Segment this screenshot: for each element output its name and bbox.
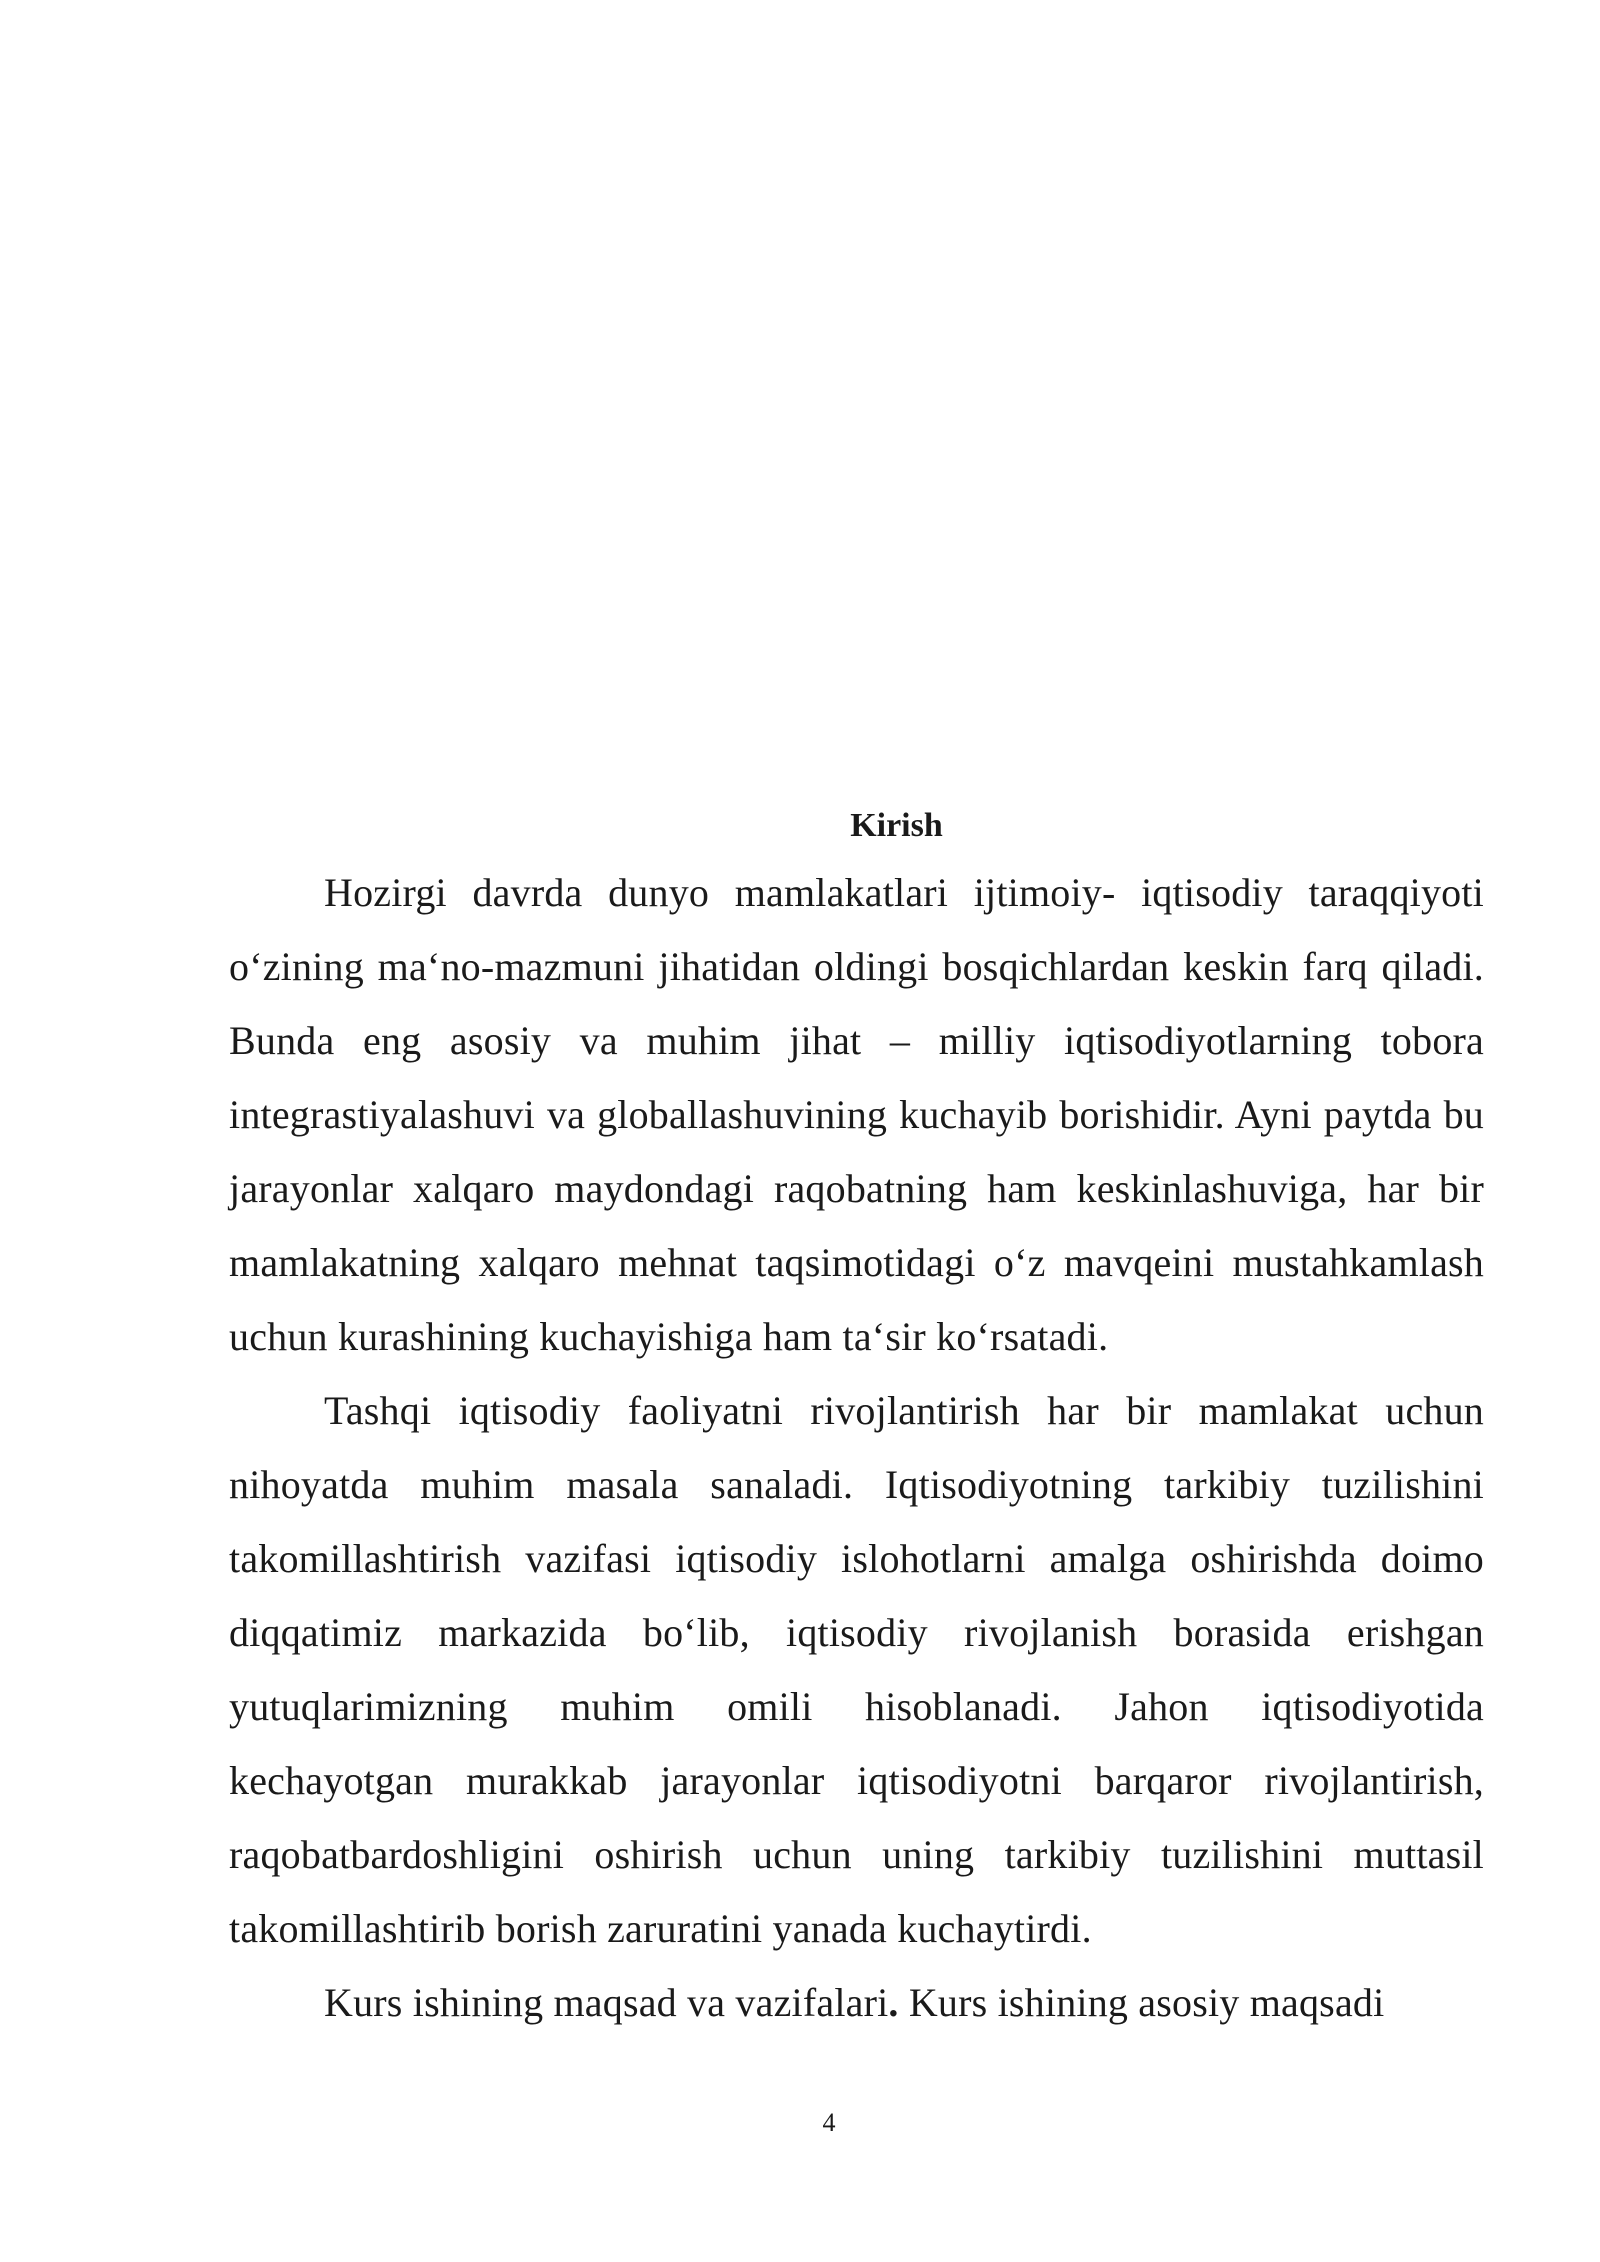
paragraph-course-goals-lead-punct: . (888, 1980, 899, 2025)
paragraph-course-goals-text: Kurs ishining asosiy maqsadi (898, 1980, 1385, 2025)
paragraph-course-goals-lead: Kurs ishining maqsad va vazifalari (324, 1980, 889, 2025)
paragraph-course-goals (229, 1966, 1484, 2040)
paragraph-intro: Hozirgi davrda dunyo mamlakatlari ijtimoiy- iqtisodiy taraqqiyoti o‘zining ma‘no-mazmuni jihatidan oldingi bosqichlardan keskin farq qiladi. Bunda eng asosiy va muhim jihat – milliy iqtisodiyotlarning tobora integrastiyalashuvi va globallashuvining kuchayib borishidir. Ayni paytda bu jarayonlar xalqaro maydondagi raqobatning ham keskinlashuviga, har bir mamlakatning xalqaro mehnat taqsimotidagi o‘z mavqeini mustahkamlash uchun kurashining kuchayishiga ham ta‘sir ko‘rsatadi. (229, 870, 1484, 1359)
paragraph-foreign-economic-activity: Tashqi iqtisodiy faoliyatni rivojlantirish har bir mamlakat uchun nihoyatda muhim masala sanaladi. Iqtisodiyotning tarkibiy tuzilishini takomillashtirish vazifasi iqtisodiy islohotlarni amalga oshirishda doimo diqqatimiz markazida bo‘lib, iqtisodiy rivojlanish borasida erishgan yutuqlarimizning muhim omili hisoblanadi. Jahon iqtisodiyotida kechayotgan murakkab jarayonlar iqtisodiyotni barqaror rivojlantirish, raqobatbardoshligini oshirish uchun uning tarkibiy tuzilishini muttasil takomillashtirib borish zaruratini yanada kuchaytirdi. (229, 1388, 1484, 1951)
section-heading: Kirish (850, 807, 943, 844)
page-content (229, 796, 1484, 2040)
page-number: 4 (822, 2108, 836, 2137)
